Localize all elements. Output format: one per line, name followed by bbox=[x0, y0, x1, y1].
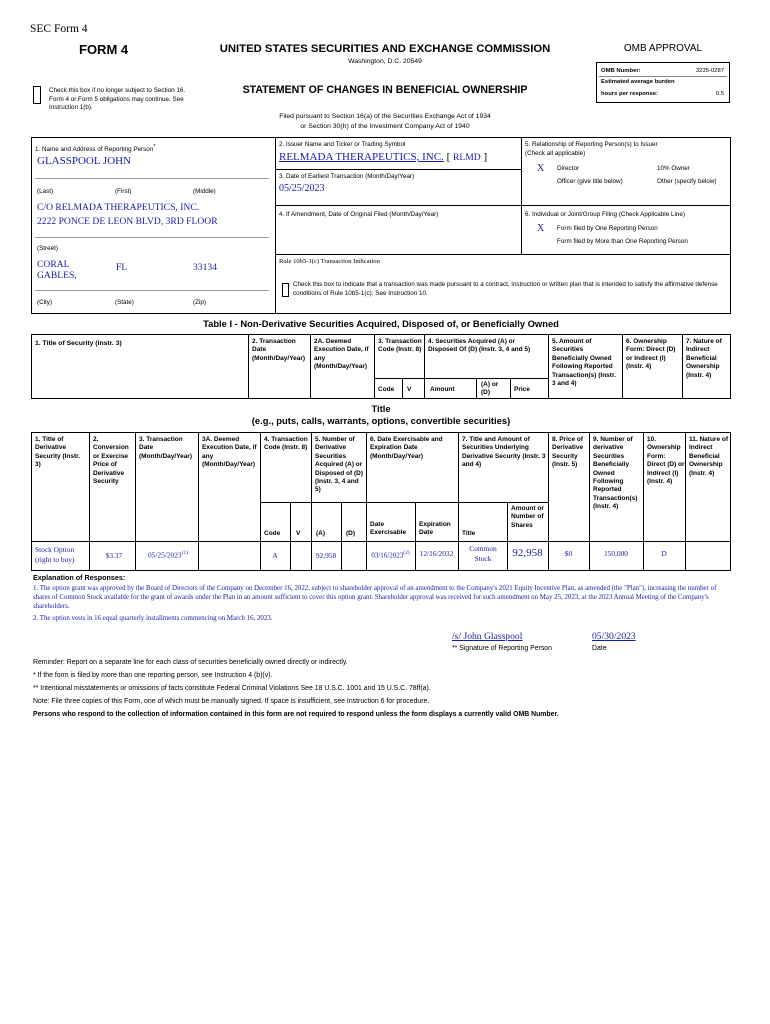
city-value: CORAL GABLES, bbox=[37, 259, 77, 281]
director-label: Director bbox=[557, 165, 580, 172]
statement-title: STATEMENT OF CHANGES IN BENEFICIAL OWNERSHIP bbox=[242, 84, 528, 96]
city-label: (City) bbox=[37, 299, 53, 306]
t2-col-date: 3. Transaction Date (Month/Day/Year) bbox=[139, 436, 193, 460]
t1-col-ownership-form: 6. Ownership Form: Direct (D) or Indirect (I) (Instr. 4) bbox=[626, 338, 676, 371]
t2-col-title: 1. Title of Derivative Security (Instr. 3) bbox=[35, 436, 81, 469]
box3-label: 3. Date of Earliest Transaction (Month/Day/Year) bbox=[279, 173, 415, 180]
rule-checkbox[interactable] bbox=[282, 283, 289, 297]
t2-row-deriv-price: $0 bbox=[564, 549, 573, 558]
note-3: Note: File three copies of this Form, one of which must be manually signed. If space is insufficient, see Instruction 6 for procedure. bbox=[33, 698, 430, 705]
earliest-transaction-date: 05/25/2023 bbox=[279, 183, 325, 194]
omb-number-value: 3235-0287 bbox=[695, 68, 724, 74]
box1-label: 1. Name and Address of Reporting Person* bbox=[35, 144, 156, 154]
table2-subtitle: (e.g., puts, calls, warrants, options, convertible securities) bbox=[251, 415, 511, 426]
t1-col-nature: 7. Nature of Indirect Beneficial Ownership (Instr. 4) bbox=[686, 338, 722, 379]
t2-col-form: 10. Ownership Form: Direct (D) or Indirect (I) (Instr. 4) bbox=[647, 436, 685, 486]
table1-title: Table I - Non-Derivative Securities Acquired, Disposed of, or Beneficially Owned bbox=[203, 318, 559, 329]
omb-number-label: OMB Number: bbox=[601, 68, 641, 74]
t2-row-shares: 92,958 bbox=[512, 547, 543, 559]
note-2: ** Intentional misstatements or omissions of facts constitute Federal Criminal Violations See 18 U.S.C. 1001 and 15 U.S.C. 78ff(a). bbox=[33, 685, 431, 692]
form-title: FORM 4 bbox=[79, 42, 129, 57]
street-label: (Street) bbox=[37, 245, 58, 252]
t2-col-number: 5. Number of Derivative Securities Acquired (A) or Disposed of (D) (Instr. 3, 4 and 5) bbox=[315, 436, 364, 494]
t2-col-conversion: 2. Conversion or Exercise Price of Derivative Security bbox=[93, 436, 129, 486]
t2-sub-date-ex: Date Exercisable bbox=[370, 521, 407, 537]
table2-title: Title bbox=[371, 403, 391, 414]
last-label: (Last) bbox=[37, 188, 54, 195]
t2-sub-d: (D) bbox=[346, 530, 356, 537]
zip-value: 33134 bbox=[193, 262, 217, 273]
one-person-label: Form filed by One Reporting Person bbox=[557, 225, 658, 232]
first-label: (First) bbox=[115, 188, 132, 195]
filed-pursuant-2: or Section 30(h) of the Investment Company Act of 1940 bbox=[300, 123, 470, 130]
address-line-1: C/O RELMADA THERAPEUTICS, INC. bbox=[37, 202, 200, 213]
box4-label: 4. If Amendment, Date of Original Filed (Month/Day/Year) bbox=[279, 211, 439, 218]
t2-sub-title: Title bbox=[462, 530, 476, 537]
state-label: (State) bbox=[115, 299, 134, 306]
explanation-heading: Explanation of Responses: bbox=[33, 573, 126, 582]
t2-row-code: A bbox=[272, 551, 278, 560]
t2-row-date-ex: 03/16/2023$^{(2)}$ bbox=[371, 550, 410, 560]
box6-label: 6. Individual or Joint/Group Filing (Check Applicable Line) bbox=[525, 211, 685, 218]
signature-date-label: Date bbox=[592, 645, 607, 652]
location: Washington, D.C. 20549 bbox=[348, 58, 422, 65]
ten-percent-owner-label: 10% Owner bbox=[657, 165, 690, 172]
one-person-mark[interactable]: X bbox=[537, 223, 545, 234]
signature-label: ** Signature of Reporting Person bbox=[452, 645, 552, 652]
t2-col-underlying: 7. Title and Amount of Securities Underlying Derivative Security (Instr. 3 and 4) bbox=[462, 436, 546, 469]
omb-hours-value: 0.5 bbox=[715, 91, 724, 97]
t2-sub-code: Code bbox=[264, 530, 281, 537]
director-mark[interactable]: X bbox=[537, 163, 545, 174]
other-label: Other (specify below) bbox=[657, 178, 717, 185]
t2-col-nature: 11. Nature of Indirect Beneficial Ownership (Instr. 4) bbox=[689, 436, 729, 477]
rule-text: Check this box to indicate that a transaction was made pursuant to a contract, instruction or written plan that is intended to satisfy the affirmative defense conditions of Rule 10b5-1(c). See Instruction 10. bbox=[293, 281, 718, 297]
t1-col-code: 3. Transaction Code (Instr. 8) bbox=[378, 338, 422, 354]
t1-col-date: 2. Transaction Date (Month/Day/Year) bbox=[252, 338, 306, 362]
t2-row-title: Common Stock bbox=[469, 544, 497, 563]
section16-text: Check this box if no longer subject to Section 16. Form 4 or Form 5 obligations may continue. See Instruction 1(b). bbox=[49, 87, 186, 112]
t2-row-a: 92,958 bbox=[315, 551, 337, 560]
signature-name: /s/ John Glasspool bbox=[452, 631, 523, 642]
section16-checkbox[interactable] bbox=[33, 86, 41, 104]
t1-col-amount-owned: 5. Amount of Securities Beneficially Owned Following Reported Transaction(s) (Instr. 3 and 4) bbox=[552, 338, 616, 388]
zip-label: (Zip) bbox=[193, 299, 206, 306]
t1-sub-code: Code bbox=[378, 386, 395, 393]
issuer-name: RELMADA THERAPEUTICS, INC. [ RLMD ] bbox=[279, 151, 488, 163]
box2-label: 2. Issuer Name and Ticker or Trading Symbol bbox=[279, 141, 406, 148]
box5-label: 5. Relationship of Reporting Person(s) to Issuer bbox=[525, 141, 658, 148]
footnote-2: 2. The option vests in 16 equal quarterly installments commencing on March 16, 2023. bbox=[33, 615, 273, 622]
t2-sub-v: V bbox=[296, 530, 301, 537]
omb-burden-label: Estimated average burden bbox=[601, 79, 675, 85]
more-persons-label: Form filed by More than One Reporting Person bbox=[557, 238, 688, 245]
form-label: SEC Form 4 bbox=[30, 23, 88, 35]
t1-sub-price: Price bbox=[514, 386, 530, 393]
commission-title: UNITED STATES SECURITIES AND EXCHANGE COMMISSION bbox=[219, 43, 551, 55]
footnote-1: 1. The option grant was approved by the Board of Directors of the Company on December 16, 2022, subject to shareholder approval of an amendment to the Company's 2021 Equity Incentive Plan, as amended (the "Plan"), increasing the number of shares of Common Stock available for the grant of awards under the Plan in an amount sufficient to cover this option grant. Shareholder approval was received for such amendment on May 25, 2023, at the 2023 Annual Meeting of the Company's shareholders. bbox=[33, 585, 717, 611]
filed-pursuant-1: Filed pursuant to Section 16(a) of the Securities Exchange Act of 1934 bbox=[279, 113, 491, 120]
t1-sub-aord: (A) or (D) bbox=[481, 381, 499, 397]
t2-row-security: Stock Option (right to buy) bbox=[35, 545, 75, 564]
t2-row-form: D bbox=[661, 549, 667, 558]
note-4: Persons who respond to the collection of information contained in this form are not required to respond unless the form displays a currently valid OMB Number. bbox=[33, 711, 559, 718]
officer-label: Officer (give title below) bbox=[557, 178, 623, 185]
t2-sub-a: (A) bbox=[316, 530, 326, 537]
t1-sub-amount: Amount bbox=[430, 386, 455, 393]
t2-col-exercisable: 6. Date Exercisable and Expiration Date (Month/Day/Year) bbox=[370, 436, 443, 460]
t2-sub-exp: Expiration Date bbox=[419, 521, 451, 537]
rule-label: Rule 10b5-1(c) Transaction Indication bbox=[279, 258, 380, 265]
state-value: FL bbox=[116, 262, 128, 273]
t2-row-owned: 150,000 bbox=[603, 549, 629, 558]
t2-col-deemed: 3A. Deemed Execution Date, if any (Month/Day/Year) bbox=[202, 436, 257, 469]
t2-row-date: 05/25/2023$^{(1)}$ bbox=[147, 550, 189, 560]
note-reminder: Reminder: Report on a separate line for each class of securities beneficially owned directly or indirectly. bbox=[33, 659, 348, 666]
omb-title: OMB APPROVAL bbox=[623, 43, 703, 54]
t2-sub-amount: Amount or Number of Shares bbox=[511, 505, 544, 529]
t1-col-deemed: 2A. Deemed Execution Date, if any (Month/Day/Year) bbox=[314, 338, 369, 371]
box5-sub: (Check all applicable) bbox=[525, 150, 586, 157]
address-line-2: 2222 PONCE DE LEON BLVD, 3RD FLOOR bbox=[37, 216, 218, 227]
signature-date: 05/30/2023 bbox=[592, 631, 636, 642]
t2-col-code: 4. Transaction Code (Instr. 8) bbox=[264, 436, 308, 452]
omb-hours-label: hours per response: bbox=[601, 91, 658, 97]
t2-row-exp: 12/16/2032 bbox=[419, 549, 454, 558]
t2-row-price: $3.37 bbox=[105, 551, 123, 560]
t2-col-price: 8. Price of Derivative Security (Instr. 5) bbox=[552, 436, 584, 469]
reporting-person-name: GLASSPOOL JOHN bbox=[37, 155, 132, 167]
note-1: * If the form is filed by more than one reporting person, see Instruction 4 (b)(v). bbox=[33, 672, 273, 679]
t2-col-owned: 9. Number of derivative Securities Beneficially Owned Following Reported Transaction(s) (Instr. 4) bbox=[593, 436, 638, 511]
t1-col-acquired: 4. Securities Acquired (A) or Disposed Of (D) (Instr. 3, 4 and 5) bbox=[428, 338, 531, 354]
t1-col-title: 1. Title of Security (Instr. 3) bbox=[35, 340, 122, 347]
middle-label: (Middle) bbox=[193, 188, 216, 195]
t1-sub-v: V bbox=[407, 386, 412, 393]
